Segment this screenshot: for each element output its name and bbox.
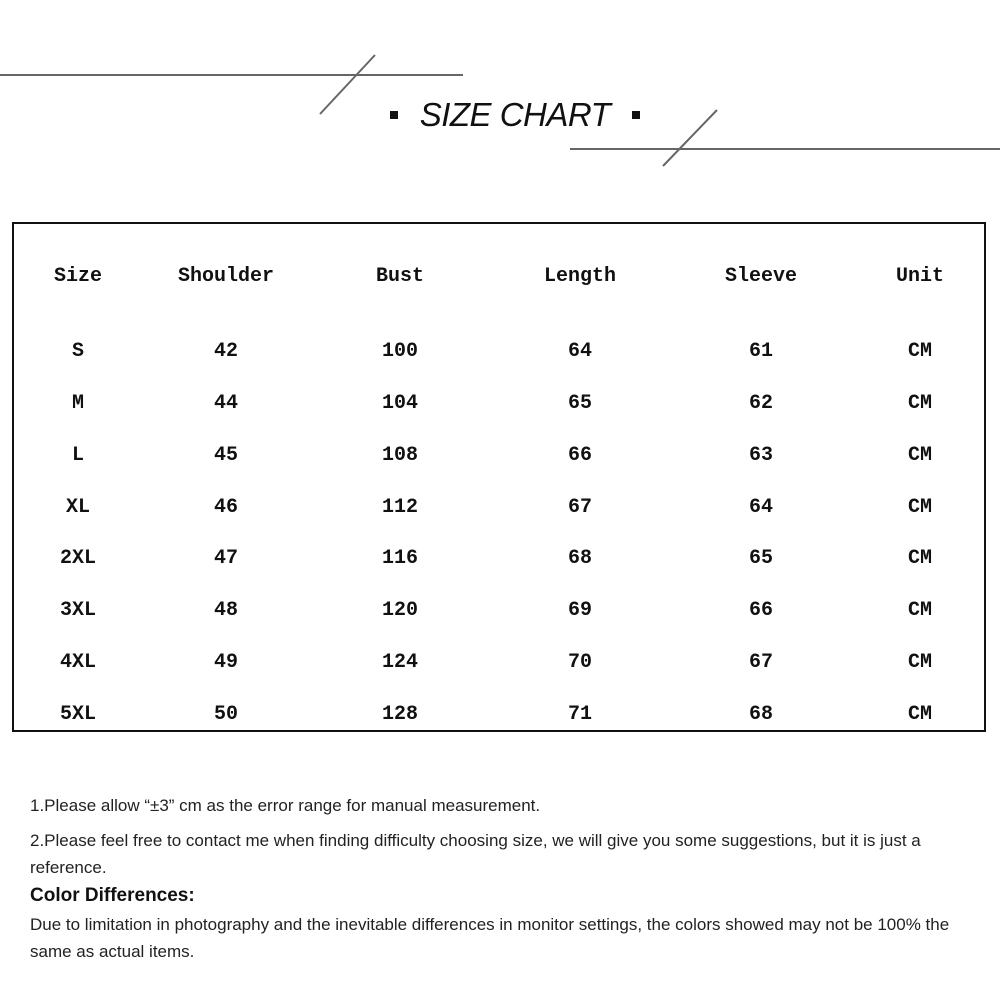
table-row: [14, 700, 984, 730]
cell-length: 71: [567, 703, 592, 726]
color-differences-heading: Color Differences:: [30, 885, 195, 906]
cell-bust: 128: [381, 703, 418, 726]
cell-bust: 100: [381, 340, 418, 363]
left-slash-line: [320, 55, 375, 114]
column-header-bust: Bust: [375, 265, 424, 288]
table-header-row: [14, 262, 984, 292]
cell-bust: 120: [381, 599, 418, 622]
cell-length: 67: [567, 496, 592, 519]
notes-section: [30, 792, 985, 965]
cell-size: 2XL: [59, 547, 96, 570]
cell-shoulder: 50: [213, 703, 238, 726]
cell-shoulder: 48: [213, 599, 238, 622]
cell-length: 69: [567, 599, 592, 622]
cell-bust: 108: [381, 444, 418, 467]
cell-sleeve: 64: [748, 496, 773, 519]
color-differences-text: Due to limitation in photography and the inevitable differences in monitor settings, the colors showed may not be 100% the same as actual items.: [30, 915, 950, 961]
cell-length: 65: [567, 392, 592, 415]
cell-bust: 124: [381, 651, 418, 674]
table-row: [14, 596, 984, 626]
size-table: [12, 222, 986, 732]
column-header-size: Size: [53, 265, 102, 288]
cell-sleeve: 68: [748, 703, 773, 726]
cell-length: 70: [567, 651, 592, 674]
cell-length: 66: [567, 444, 592, 467]
cell-unit: CM: [907, 496, 932, 519]
right-square-bullet-icon: [632, 111, 640, 119]
cell-sleeve: 62: [748, 392, 773, 415]
cell-size: M: [71, 392, 84, 415]
cell-shoulder: 49: [213, 651, 238, 674]
page-title: SIZE CHART: [419, 96, 611, 133]
cell-bust: 112: [381, 496, 418, 519]
cell-shoulder: 46: [213, 496, 238, 519]
table-row: [14, 544, 984, 574]
table-row: [14, 441, 984, 471]
cell-size: 5XL: [59, 703, 96, 726]
table-row: [14, 493, 984, 523]
title-bar: [370, 92, 660, 138]
column-header-unit: Unit: [895, 265, 944, 288]
table-row: [14, 337, 984, 367]
cell-bust: 104: [381, 392, 418, 415]
column-header-shoulder: Shoulder: [177, 265, 274, 288]
note-error-range: 1.Please allow “±3” cm as the error range for manual measurement.: [30, 796, 541, 815]
cell-shoulder: 42: [213, 340, 238, 363]
note-contact: 2.Please feel free to contact me when finding difficulty choosing size, we will give you some suggestions, but it is just a reference.: [30, 831, 921, 877]
cell-unit: CM: [907, 340, 932, 363]
cell-bust: 116: [381, 547, 418, 570]
cell-sleeve: 66: [748, 599, 773, 622]
cell-sleeve: 63: [748, 444, 773, 467]
cell-length: 64: [567, 340, 592, 363]
cell-size: S: [71, 340, 84, 363]
cell-sleeve: 67: [748, 651, 773, 674]
cell-unit: CM: [907, 651, 932, 674]
table-row: [14, 648, 984, 678]
cell-length: 68: [567, 547, 592, 570]
cell-shoulder: 44: [213, 392, 238, 415]
cell-sleeve: 61: [748, 340, 773, 363]
cell-shoulder: 45: [213, 444, 238, 467]
cell-size: L: [71, 444, 84, 467]
left-square-bullet-icon: [390, 111, 398, 119]
cell-unit: CM: [907, 444, 932, 467]
cell-unit: CM: [907, 599, 932, 622]
right-slash-line: [663, 110, 717, 166]
cell-shoulder: 47: [213, 547, 238, 570]
cell-size: 4XL: [59, 651, 96, 674]
table-row: [14, 389, 984, 419]
cell-unit: CM: [907, 547, 932, 570]
column-header-sleeve: Sleeve: [724, 265, 797, 288]
cell-unit: CM: [907, 703, 932, 726]
cell-unit: CM: [907, 392, 932, 415]
cell-size: XL: [65, 496, 90, 519]
column-header-length: Length: [543, 265, 616, 288]
cell-size: 3XL: [59, 599, 96, 622]
cell-sleeve: 65: [748, 547, 773, 570]
